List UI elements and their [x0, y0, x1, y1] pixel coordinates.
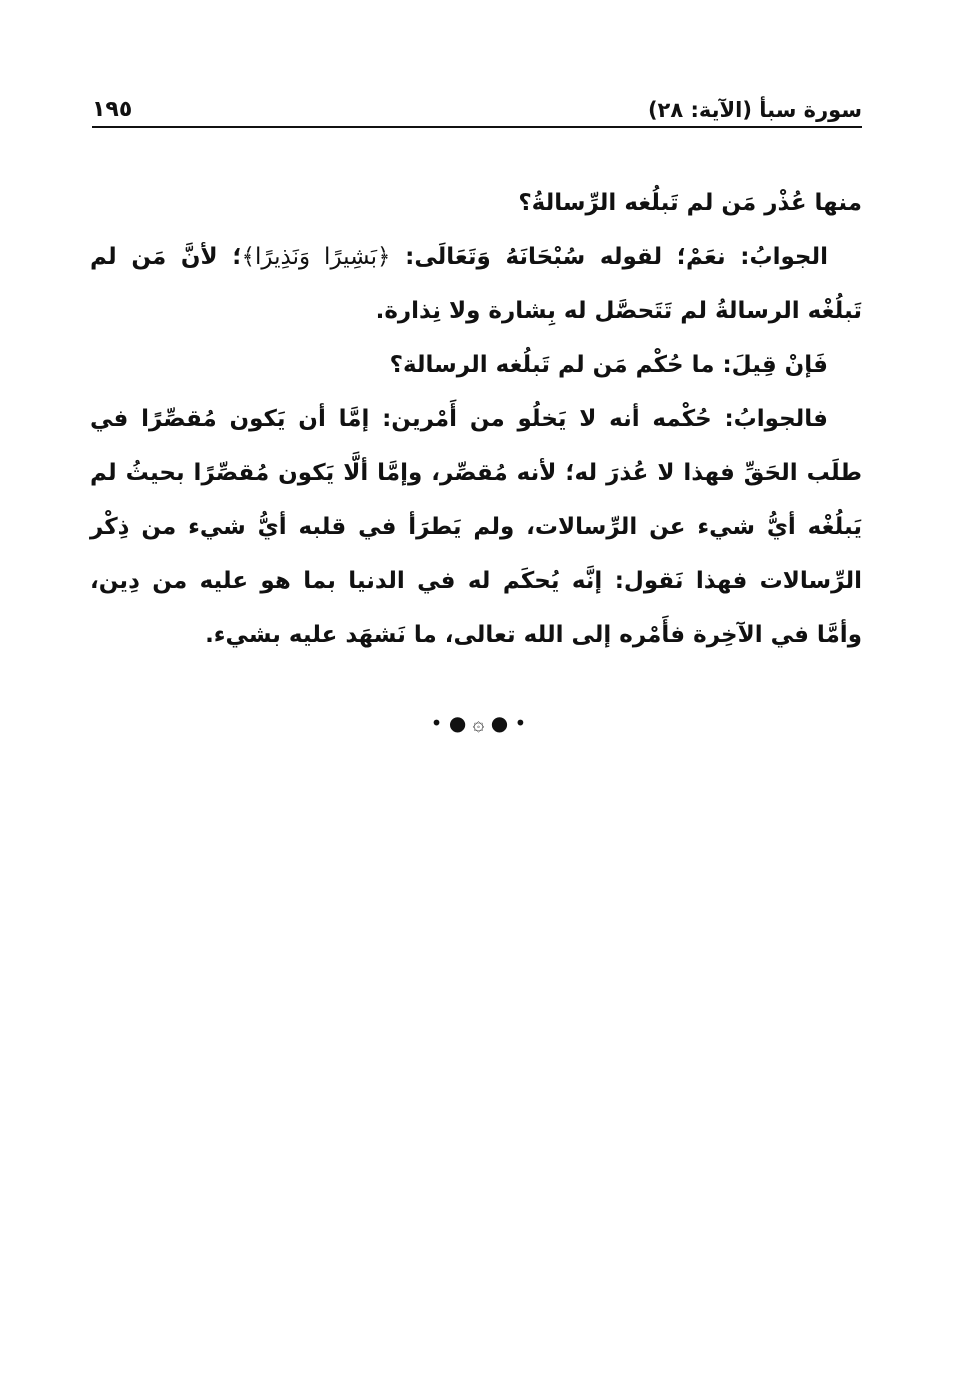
paragraph-answer-1 [90, 230, 862, 338]
paragraph-question-1: منها عُذْر مَن لم تَبلُغه الرِّسالةُ؟ [518, 190, 862, 216]
section-ornament: • ● ۞ ● • [430, 711, 527, 735]
running-header [92, 96, 862, 124]
header-rule [92, 126, 862, 128]
body-text [90, 176, 862, 662]
header-title: سورة سبأ (الآية: ٢٨) [647, 98, 862, 122]
answer-1-after: ؛ لأنَّ مَن لم تَبلُغْه الرسالةُ لم تَتَحصَّل له بِشارة ولا نِذارة. [90, 244, 862, 324]
page-number: ١٩٥ [92, 97, 133, 122]
paragraph-question-2: فَإنْ قِيلَ: ما حُكْم مَن لم تَبلُغه الرسالة؟ [389, 352, 828, 378]
answer-1-before: الجوابُ: نعَمْ؛ لقوله سُبْحَانَهُ وَتَعَالَى: [390, 244, 828, 270]
paragraph-answer-2: فالجوابُ: حُكْمه أنه لا يَخلُو من أَمْرين: إمَّا أن يَكون مُقصِّرًا في طلَب الحَقِّ فهذا لا عُذرَ له؛ لأنه مُقصِّر، وإمَّا ألَّا يَكون مُقصِّرًا بحيثُ لم يَبلُغْه أيُّ شيء عن الرِّسالات، ولم يَطرَأ في قلبه أيُّ شيء من ذِكْر الرِّسالات فهذا نَقول: إنَّه يُحكَم له في الدنيا بما هو عليه من دِين، وأمَّا في الآخِرة فأَمْره إلى الله تعالى، ما نَشهَد عليه بشيء. [90, 406, 862, 648]
quran-quote: ﴿بَشِيرًا وَنَذِيرًا﴾ [241, 244, 391, 270]
